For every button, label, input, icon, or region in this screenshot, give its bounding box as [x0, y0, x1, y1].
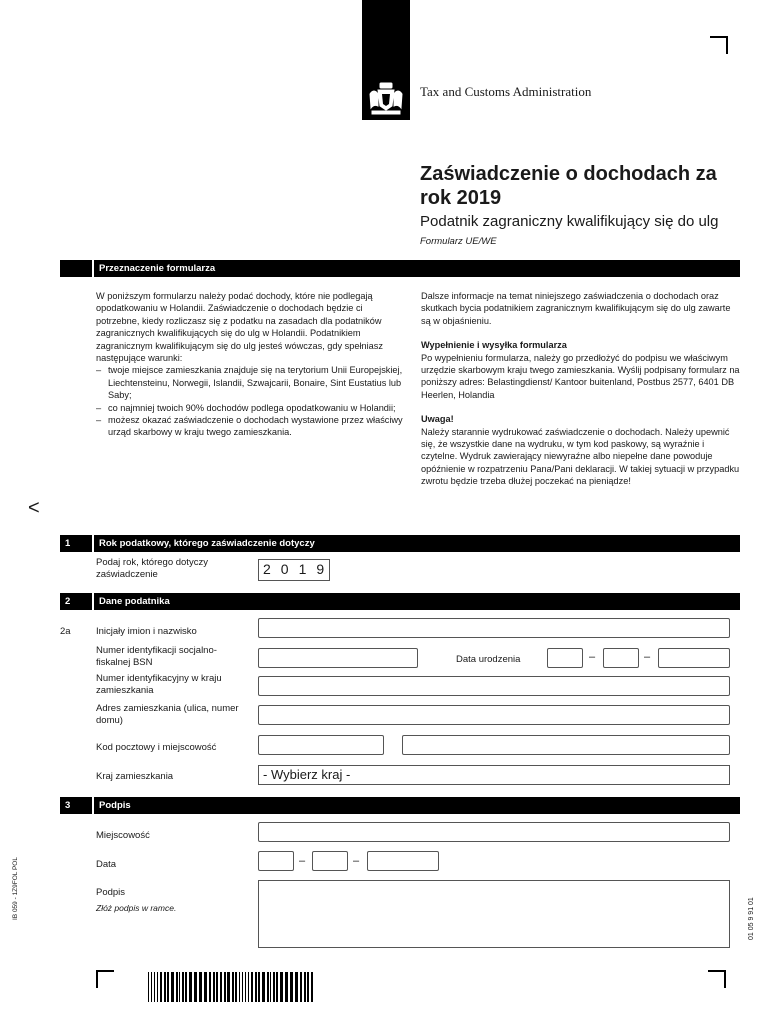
address-field[interactable] [258, 705, 730, 725]
crest-icon [366, 80, 406, 116]
section-1-label: Rok podatkowy, którego zaświadczenie dotyczy [94, 535, 740, 552]
postcode-field[interactable] [258, 735, 384, 755]
section-3-label: Podpis [94, 797, 740, 814]
warning-heading: Uwaga! [421, 414, 454, 425]
warning-text: Należy starannie wydrukować zaświadczenie o dochodach. Należy upewnić się, że wszystkie dane na wydruku, w tym kod paskowy, są wyraźnie i czytelne. Wydruk zawierający niewyraźne albo niepełne dane powoduje opóźnienie w rozpatrzeniu Pana/Pani deklaracji. W takiej sytuacji w przypadku zwrotu będzie trzeba dłużej poczekać na pieniądze! [421, 426, 740, 487]
name-field[interactable] [258, 618, 730, 638]
dob-year-field[interactable] [658, 648, 730, 668]
form-subtitle: Podatnik zagraniczny kwalifikujący się do ulg [420, 213, 719, 230]
back-chevron-icon[interactable]: < [28, 497, 40, 519]
list-item: – możesz okazać zaświadczenie o dochodach wystawione przez właściwy urząd skarbowy w kraju twego zamieszkania. [96, 414, 408, 439]
agency-name: Tax and Customs Administration [420, 84, 592, 99]
sign-date-day-field[interactable] [258, 851, 294, 871]
signature-hint: Złóż podpis w ramce. [96, 903, 177, 913]
year-label: Podaj rok, którego dotyczy zaświadczenie [96, 557, 208, 581]
city-field[interactable] [402, 735, 730, 755]
place-field[interactable] [258, 822, 730, 842]
sign-date-dash: – [299, 855, 306, 867]
name-label: Inicjały imion i nazwisko [96, 626, 197, 637]
dob-month-field[interactable] [603, 648, 639, 668]
bsn-label: Numer identyfikacji socjalno-fiskalnej BSN [96, 645, 217, 669]
year-digit: 1 [298, 561, 307, 577]
sign-date-month-field[interactable] [312, 851, 348, 871]
section-2-bar [60, 593, 740, 610]
country-label: Kraj zamieszkania [96, 771, 174, 782]
country-select[interactable]: - Wybierz kraj - [258, 765, 730, 785]
signature-label: Podpis [96, 887, 126, 898]
section-3-number: 3 [60, 797, 92, 814]
section-1-number: 1 [60, 535, 92, 552]
crop-mark-bottom-left [96, 970, 114, 988]
left-form-code: IB 059 - 1Z9FOL POL [12, 857, 19, 920]
list-item: – twoje miejsce zamieszkania znajduje się na terytorium Unii Europejskiej, Liechtensteinu, Norwegii, Islandii, Szwajcarii, Bonaire, Sint Eustatius lub Saby; [96, 364, 408, 401]
tin-field[interactable] [258, 676, 730, 696]
crop-mark-top-right [710, 36, 728, 54]
purpose-left-column [96, 290, 408, 439]
more-info-text: Dalsze informacje na temat niniejszego zaświadczenia o dochodach oraz skutkach bycia podatnikiem zagranicznym kwalifikującym się do ulg zawarte są w objaśnieniu. [421, 291, 731, 326]
bsn-field[interactable] [258, 648, 418, 668]
form-code: Formularz UE/WE [420, 236, 497, 247]
dob-day-field[interactable] [547, 648, 583, 668]
date-label: Data [96, 859, 117, 870]
purpose-intro: W poniższym formularzu należy podać dochody, które nie podlegają opodatkowaniu w Holandii. Zaświadczenie o dochodach będzie ci potrzebne, kiedy rozliczasz się z podatku na zasadach dla podatników zagranicznych kwalifikujących się do ulg w Holandii. Podatnikiem zagranicznym kwalifikującym się do ulg jesteś wówczas, gdy spełniasz następujące warunki: [96, 291, 383, 364]
fill-heading: Wypełnienie i wysyłka formularza [421, 340, 567, 351]
tin-label: Numer identyfikacyjny w kraju zamieszkania [96, 673, 222, 697]
right-form-code: 01 05 9 91 01 [748, 897, 755, 940]
year-input[interactable] [258, 559, 330, 581]
purpose-right-column [421, 290, 741, 500]
sign-date-dash: – [353, 855, 360, 867]
purpose-bar-num [60, 260, 92, 277]
address-label: Adres zamieszkania (ulica, numer domu) [96, 703, 239, 727]
purpose-bar-label: Przeznaczenie formularza [94, 260, 740, 277]
section-3-bar [60, 797, 740, 814]
list-item: – co najmniej twoich 90% dochodów podlega opodatkowaniu w Holandii; [96, 402, 408, 414]
dob-label: Data urodzenia [456, 654, 521, 665]
postcode-label: Kod pocztowy i miejscowość [96, 742, 217, 753]
signature-box[interactable] [258, 880, 730, 948]
barcode-icon [148, 972, 316, 1002]
dob-dash: – [644, 651, 651, 663]
form-title: Zaświadczenie o dochodach za rok 2019 [420, 163, 717, 209]
section-2-number: 2 [60, 593, 92, 610]
dob-dash: – [589, 651, 596, 663]
fill-text: Po wypełnieniu formularza, należy go przedłożyć do podpisu we właściwym urzędzie skarbowym kraju twego zamieszkania. Wyślij podpisany formularz na poniższy adres: Belastingdienst/ Kantoor buitenland, Postbus 2577, 6401 DB Heerlen, Holandia [421, 352, 740, 400]
sign-date-year-field[interactable] [367, 851, 439, 871]
sub-index-2a: 2a [60, 626, 71, 637]
place-label: Miejscowość [96, 830, 150, 841]
year-digit: 0 [280, 561, 289, 577]
purpose-bar [60, 260, 740, 277]
conditions-list [96, 364, 408, 438]
section-1-bar [60, 535, 740, 552]
year-digit: 2 [263, 561, 271, 577]
year-digit: 9 [316, 561, 325, 577]
section-2-label: Dane podatnika [94, 593, 740, 610]
crop-mark-bottom-right [708, 970, 726, 988]
